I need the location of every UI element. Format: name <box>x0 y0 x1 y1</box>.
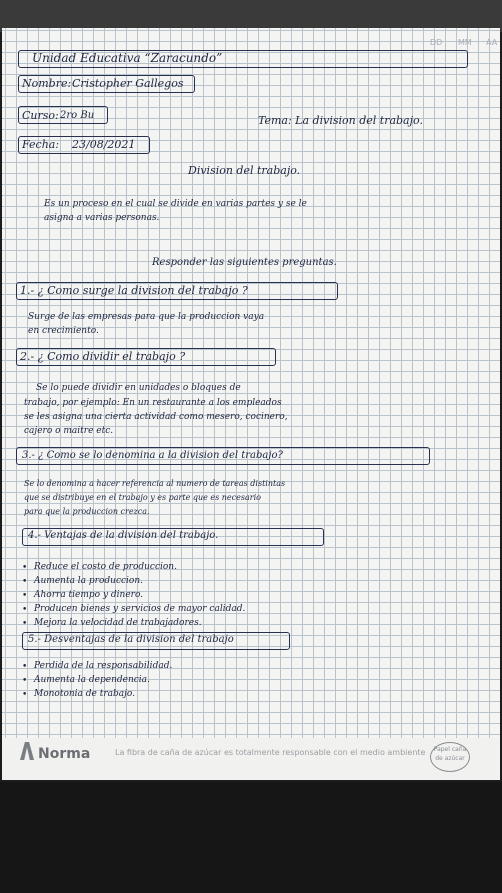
answer-3-line-3: para que la produccion crezca. <box>24 507 150 516</box>
date-label-mm: MM <box>458 38 472 47</box>
school-name: Unidad Educativa “Zaracundo” <box>32 51 223 65</box>
answer-1-line-2: en crecimiento. <box>28 326 99 336</box>
course-label: Curso: <box>22 109 59 122</box>
intro-line-1: Es un proceso en el cual se divide en varias partes y se le <box>44 199 307 209</box>
disadvantage-item: Aumenta la dependencia. <box>34 675 150 685</box>
name-value: Cristopher Gallegos <box>72 77 184 90</box>
answer-2-line-4: cajero o maitre etc. <box>24 426 114 436</box>
answer-3-line-2: que se distribuye en el trabajo y es parte que es necesario <box>24 493 261 502</box>
bullet: • <box>22 605 28 615</box>
bullet: • <box>22 676 28 686</box>
bullet: • <box>22 577 28 587</box>
background-surface <box>0 782 502 893</box>
bullet: • <box>22 662 28 672</box>
bullet: • <box>22 619 28 629</box>
topic: Tema: La division del trabajo. <box>258 114 423 127</box>
brand-name: Norma <box>38 746 91 762</box>
advantage-item: Mejora la velocidad de trabajadores. <box>34 618 202 628</box>
disadvantage-item: Perdida de la responsabilidad. <box>34 661 173 671</box>
date-label-dd: DD <box>430 38 443 47</box>
question-3: 3.- ¿ Como se lo denomina a la division del trabajo? <box>22 450 283 461</box>
course-value: 2ro Bu <box>60 110 95 121</box>
answer-2-line-2: trabajo, por ejemplo: En un restaurante a los empleados <box>24 398 282 408</box>
page-title: Division del trabajo. <box>188 164 301 177</box>
bullet: • <box>22 690 28 700</box>
question-4: 4.- Ventajas de la division del trabajo. <box>28 530 219 541</box>
bullet: • <box>22 591 28 601</box>
answer-2-line-3: se les asigna una cierta actividad como mesero, cocinero, <box>24 412 288 422</box>
instructions: Responder las siguientes preguntas. <box>152 257 337 268</box>
disadvantage-item: Monotonia de trabajo. <box>34 689 136 699</box>
bullet: • <box>22 563 28 573</box>
question-1: 1.- ¿ Como surge la division del trabajo ? <box>20 284 248 297</box>
question-5: 5.- Desventajas de la division del trabajo <box>28 634 234 645</box>
advantage-item: Reduce el costo de produccion. <box>34 562 177 572</box>
answer-3-line-1: Se lo denomina a hacer referencia al numero de tareas distintas <box>24 479 286 488</box>
answer-2-line-1: Se lo puede dividir en unidades o bloques de <box>36 383 241 393</box>
date-label-aa: AA <box>486 38 498 47</box>
advantage-item: Producen bienes y servicios de mayor calidad. <box>34 604 246 614</box>
name-label: Nombre: <box>22 77 72 90</box>
advantage-item: Ahorra tiempo y dinero. <box>34 590 144 600</box>
date-label: Fecha: <box>22 138 60 151</box>
advantage-item: Aumenta la produccion. <box>34 576 143 586</box>
intro-line-2: asigna a varias personas. <box>44 213 160 223</box>
eco-badge-icon: Papel caña de azúcar <box>430 742 470 772</box>
answer-1-line-1: Surge de las empresas para que la produccion vaya <box>28 312 265 322</box>
footer-note: La fibra de caña de azúcar es totalmente responsable con el medio ambiente <box>115 748 426 757</box>
date-value: 23/08/2021 <box>72 138 136 151</box>
question-2: 2.- ¿ Como dividir el trabajo ? <box>20 350 186 363</box>
